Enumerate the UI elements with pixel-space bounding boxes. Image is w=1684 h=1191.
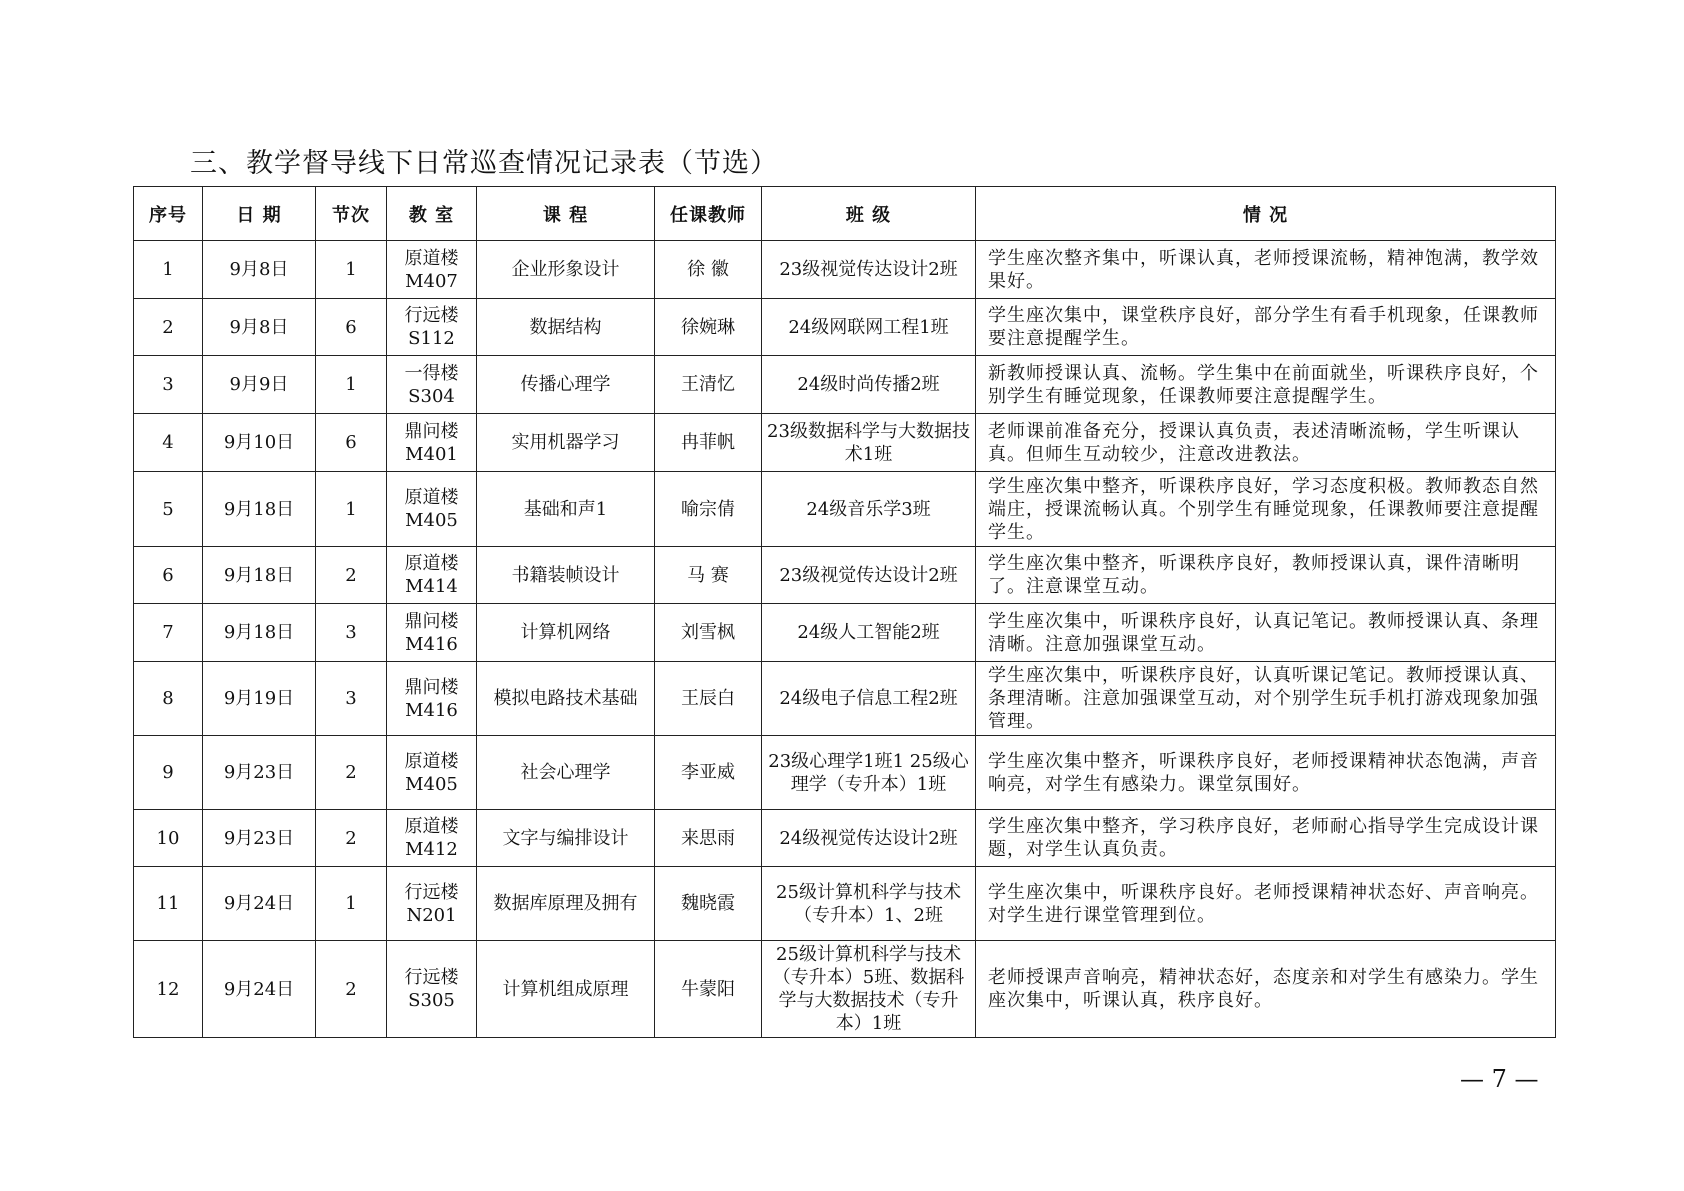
cell-situation: 学生座次集中整齐，听课秩序良好，学习态度积极。教师教态自然端庄，授课流畅认真。个别学生有睡觉现象，任课教师要注意提醒学生。 — [976, 472, 1556, 547]
cell-date: 9月23日 — [203, 810, 316, 867]
page-number: — 7 — — [1460, 1065, 1539, 1093]
cell-class: 23级视觉传达设计2班 — [762, 547, 976, 604]
cell-no: 4 — [134, 414, 203, 472]
cell-teacher: 魏晓霞 — [655, 867, 762, 941]
cell-no: 3 — [134, 356, 203, 414]
table-row — [134, 604, 1556, 662]
table-row — [134, 241, 1556, 299]
cell-course: 模拟电路技术基础 — [477, 662, 655, 736]
cell-situation: 学生座次集中，听课秩序良好，认真听课记笔记。教师授课认真、条理清晰。注意加强课堂互动，对个别学生玩手机打游戏现象加强管理。 — [976, 662, 1556, 736]
cell-room: 原道楼M407 — [387, 241, 477, 299]
table-row — [134, 736, 1556, 810]
cell-date: 9月24日 — [203, 941, 316, 1038]
cell-date: 9月8日 — [203, 241, 316, 299]
header-period: 节次 — [316, 187, 387, 241]
cell-class: 24级视觉传达设计2班 — [762, 810, 976, 867]
cell-class: 24级时尚传播2班 — [762, 356, 976, 414]
cell-class: 24级音乐学3班 — [762, 472, 976, 547]
cell-teacher: 刘雪枫 — [655, 604, 762, 662]
cell-period: 2 — [316, 547, 387, 604]
cell-class: 24级人工智能2班 — [762, 604, 976, 662]
cell-course: 数据结构 — [477, 299, 655, 356]
cell-teacher: 李亚威 — [655, 736, 762, 810]
cell-teacher: 王辰白 — [655, 662, 762, 736]
cell-date: 9月18日 — [203, 472, 316, 547]
cell-no: 11 — [134, 867, 203, 941]
cell-period: 2 — [316, 736, 387, 810]
cell-date: 9月18日 — [203, 547, 316, 604]
cell-period: 6 — [316, 414, 387, 472]
cell-room: 鼎问楼M416 — [387, 604, 477, 662]
inspection-record-table — [133, 186, 1556, 1038]
cell-period: 2 — [316, 810, 387, 867]
cell-date: 9月8日 — [203, 299, 316, 356]
cell-date: 9月19日 — [203, 662, 316, 736]
cell-situation: 学生座次集中，课堂秩序良好，部分学生有看手机现象，任课教师要注意提醒学生。 — [976, 299, 1556, 356]
header-class: 班 级 — [762, 187, 976, 241]
cell-period: 2 — [316, 941, 387, 1038]
cell-course: 文字与编排设计 — [477, 810, 655, 867]
cell-situation: 学生座次集中，听课秩序良好，认真记笔记。教师授课认真、条理清晰。注意加强课堂互动。 — [976, 604, 1556, 662]
header-teacher: 任课教师 — [655, 187, 762, 241]
cell-course: 传播心理学 — [477, 356, 655, 414]
cell-course: 实用机器学习 — [477, 414, 655, 472]
cell-period: 6 — [316, 299, 387, 356]
cell-no: 12 — [134, 941, 203, 1038]
cell-course: 社会心理学 — [477, 736, 655, 810]
cell-room: 行远楼S112 — [387, 299, 477, 356]
cell-room: 一得楼S304 — [387, 356, 477, 414]
cell-period: 1 — [316, 241, 387, 299]
cell-period: 1 — [316, 867, 387, 941]
cell-room: 原道楼M405 — [387, 472, 477, 547]
table-header-row — [134, 187, 1556, 241]
cell-class: 24级网联网工程1班 — [762, 299, 976, 356]
cell-date: 9月10日 — [203, 414, 316, 472]
cell-teacher: 冉菲帆 — [655, 414, 762, 472]
cell-course: 基础和声1 — [477, 472, 655, 547]
section-title: 三、教学督导线下日常巡查情况记录表（节选） — [190, 148, 778, 179]
cell-situation: 学生座次集中整齐，听课秩序良好，老师授课精神状态饱满，声音响亮，对学生有感染力。课堂氛围好。 — [976, 736, 1556, 810]
cell-course: 企业形象设计 — [477, 241, 655, 299]
cell-room: 行远楼S305 — [387, 941, 477, 1038]
table-row — [134, 472, 1556, 547]
header-course: 课 程 — [477, 187, 655, 241]
cell-teacher: 徐 徽 — [655, 241, 762, 299]
cell-class: 23级视觉传达设计2班 — [762, 241, 976, 299]
cell-teacher: 马 赛 — [655, 547, 762, 604]
header-room: 教 室 — [387, 187, 477, 241]
cell-room: 原道楼M412 — [387, 810, 477, 867]
cell-no: 7 — [134, 604, 203, 662]
cell-teacher: 喻宗倩 — [655, 472, 762, 547]
cell-course: 计算机网络 — [477, 604, 655, 662]
cell-room: 原道楼M414 — [387, 547, 477, 604]
cell-no: 6 — [134, 547, 203, 604]
cell-period: 3 — [316, 604, 387, 662]
cell-no: 2 — [134, 299, 203, 356]
cell-period: 3 — [316, 662, 387, 736]
table-row — [134, 547, 1556, 604]
cell-class: 24级电子信息工程2班 — [762, 662, 976, 736]
cell-room: 行远楼N201 — [387, 867, 477, 941]
cell-situation: 新教师授课认真、流畅。学生集中在前面就坐，听课秩序良好，个别学生有睡觉现象，任课教师要注意提醒学生。 — [976, 356, 1556, 414]
cell-situation: 学生座次集中整齐，学习秩序良好，老师耐心指导学生完成设计课题，对学生认真负责。 — [976, 810, 1556, 867]
table-row — [134, 414, 1556, 472]
cell-situation: 老师授课声音响亮，精神状态好，态度亲和对学生有感染力。学生座次集中，听课认真，秩序良好。 — [976, 941, 1556, 1038]
cell-class: 25级计算机科学与技术（专升本）1、2班 — [762, 867, 976, 941]
table-row — [134, 867, 1556, 941]
cell-course: 数据库原理及拥有 — [477, 867, 655, 941]
cell-teacher: 来思雨 — [655, 810, 762, 867]
cell-course: 书籍装帧设计 — [477, 547, 655, 604]
cell-class: 25级计算机科学与技术（专升本）5班、数据科学与大数据技术（专升本）1班 — [762, 941, 976, 1038]
cell-course: 计算机组成原理 — [477, 941, 655, 1038]
cell-class: 23级心理学1班1 25级心理学（专升本）1班 — [762, 736, 976, 810]
cell-room: 鼎问楼M401 — [387, 414, 477, 472]
cell-date: 9月18日 — [203, 604, 316, 662]
cell-date: 9月24日 — [203, 867, 316, 941]
cell-no: 5 — [134, 472, 203, 547]
cell-no: 9 — [134, 736, 203, 810]
cell-teacher: 王清忆 — [655, 356, 762, 414]
cell-situation: 老师课前准备充分，授课认真负责，表述清晰流畅，学生听课认真。但师生互动较少，注意改进教法。 — [976, 414, 1556, 472]
cell-date: 9月23日 — [203, 736, 316, 810]
cell-room: 原道楼M405 — [387, 736, 477, 810]
cell-period: 1 — [316, 472, 387, 547]
cell-situation: 学生座次集中整齐，听课秩序良好，教师授课认真，课件清晰明了。注意课堂互动。 — [976, 547, 1556, 604]
header-no: 序号 — [134, 187, 203, 241]
cell-situation: 学生座次整齐集中，听课认真，老师授课流畅，精神饱满，教学效果好。 — [976, 241, 1556, 299]
cell-situation: 学生座次集中，听课秩序良好。老师授课精神状态好、声音响亮。对学生进行课堂管理到位。 — [976, 867, 1556, 941]
cell-date: 9月9日 — [203, 356, 316, 414]
table-row — [134, 356, 1556, 414]
cell-class: 23级数据科学与大数据技术1班 — [762, 414, 976, 472]
cell-no: 8 — [134, 662, 203, 736]
cell-teacher: 徐婉琳 — [655, 299, 762, 356]
header-date: 日 期 — [203, 187, 316, 241]
table-row — [134, 810, 1556, 867]
cell-no: 1 — [134, 241, 203, 299]
table-row — [134, 299, 1556, 356]
cell-no: 10 — [134, 810, 203, 867]
cell-teacher: 牛蒙阳 — [655, 941, 762, 1038]
table-row — [134, 662, 1556, 736]
header-situation: 情 况 — [976, 187, 1556, 241]
cell-room: 鼎问楼M416 — [387, 662, 477, 736]
table-row — [134, 941, 1556, 1038]
cell-period: 1 — [316, 356, 387, 414]
